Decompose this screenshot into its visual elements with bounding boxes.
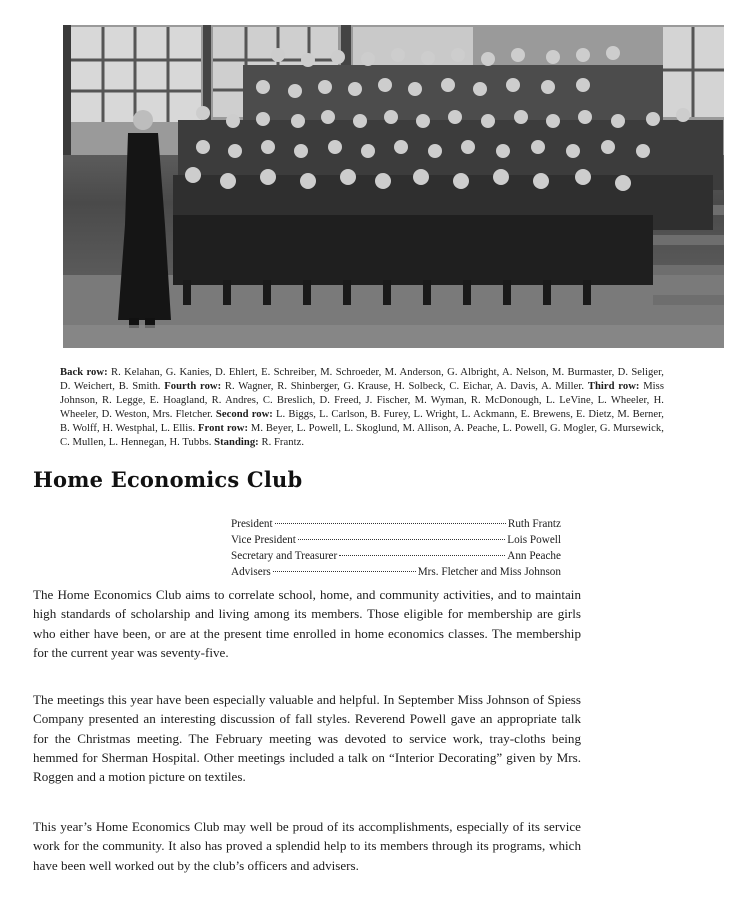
second-row-label: Second row: bbox=[215, 409, 273, 420]
officer-row bbox=[231, 516, 561, 532]
officer-row bbox=[231, 532, 561, 548]
third-row-names: Miss Johnson, R. Legge, E. Hoagland, R. Andres, C. Breslich, D. Freed, J. Fischer, M. Wyman, R. McDonough, L. LeVine, L. Wheeler, H. Wheeler, D. Weston, Mrs. Fletcher. bbox=[60, 381, 665, 420]
officer-row bbox=[231, 564, 561, 580]
second-row-names: L. Biggs, L. Carlson, B. Furey, L. Wright, L. Ackmann, E. Brewens, E. Dietz, M. Berner, B. Wolff, H. Westphal, L. Ellis. bbox=[60, 409, 665, 434]
leader-dots bbox=[339, 555, 505, 556]
fourth-row-label: Fourth row: bbox=[164, 381, 222, 392]
officer-role: Secretary and Treasurer bbox=[231, 550, 338, 562]
officer-name: Ann Peache bbox=[507, 550, 561, 562]
back-row-label: Back row: bbox=[60, 367, 108, 378]
group-photo bbox=[63, 25, 724, 348]
front-row-names: M. Beyer, L. Powell, L. Skoglund, M. Allison, A. Peache, L. Powell, G. Mogler, G. Mursewick, C. Mullen, L. Hennegan, H. Tubbs. bbox=[60, 423, 664, 448]
leader-dots bbox=[273, 571, 416, 572]
officer-name: Lois Powell bbox=[507, 534, 561, 546]
photo-caption bbox=[60, 366, 664, 450]
body-paragraph: The Home Economics Club aims to correlate school, home, and community activities, and to maintain high standards of scholarship and living among its members. Those eligible for membership are girls who either have been, or are at the present time enrolled in home economics classes. The membership for the current year was seventy-five. bbox=[33, 587, 581, 660]
officer-role: President bbox=[231, 518, 273, 530]
third-row-label: Third row: bbox=[587, 381, 640, 392]
group-photo-illustration bbox=[63, 25, 724, 348]
leader-dots bbox=[298, 539, 505, 540]
front-row-label: Front row: bbox=[198, 423, 249, 434]
officer-name: Ruth Frantz bbox=[507, 518, 561, 530]
back-row-names: R. Kelahan, G. Kanies, D. Ehlert, E. Schreiber, M. Schroeder, M. Anderson, G. Albright, A. Nelson, M. Burmaster, D. Seliger, D. Weichert, B. Smith. bbox=[60, 367, 664, 392]
page-title: Home Economics Club bbox=[33, 467, 303, 492]
body-paragraph: This year’s Home Economics Club may well be proud of its accomplishments, especially of its service work for the community. It also has proved a splendid help to its members through its programs, which have been well worked out by the club’s officers and advisers. bbox=[33, 819, 581, 873]
standing-label: Standing: bbox=[214, 437, 259, 448]
leader-dots bbox=[275, 523, 506, 524]
standing-names: R. Frantz. bbox=[258, 437, 305, 448]
officer-row bbox=[231, 548, 561, 564]
officer-name: Mrs. Fletcher and Miss Johnson bbox=[417, 566, 561, 578]
body-paragraph: The meetings this year have been especially valuable and helpful. In September Miss Johnson of Spiess Company presented an interesting discussion of fall styles. Reverend Powell gave an appropriate talk for the Christmas meeting. The February meeting was devoted to service work, tray-cloths being hemmed for Sherman Hospital. Other meetings included a talk on “Interior Decorating” given by Mrs. Roggen and a motion picture on textiles. bbox=[33, 692, 581, 785]
officer-role: Vice President bbox=[231, 534, 296, 546]
officer-role: Advisers bbox=[231, 566, 271, 578]
officers-list bbox=[231, 516, 561, 580]
fourth-row-names: R. Wagner, R. Shinberger, G. Krause, H. Solbeck, C. Eichar, A. Davis, A. Miller. bbox=[221, 381, 585, 392]
